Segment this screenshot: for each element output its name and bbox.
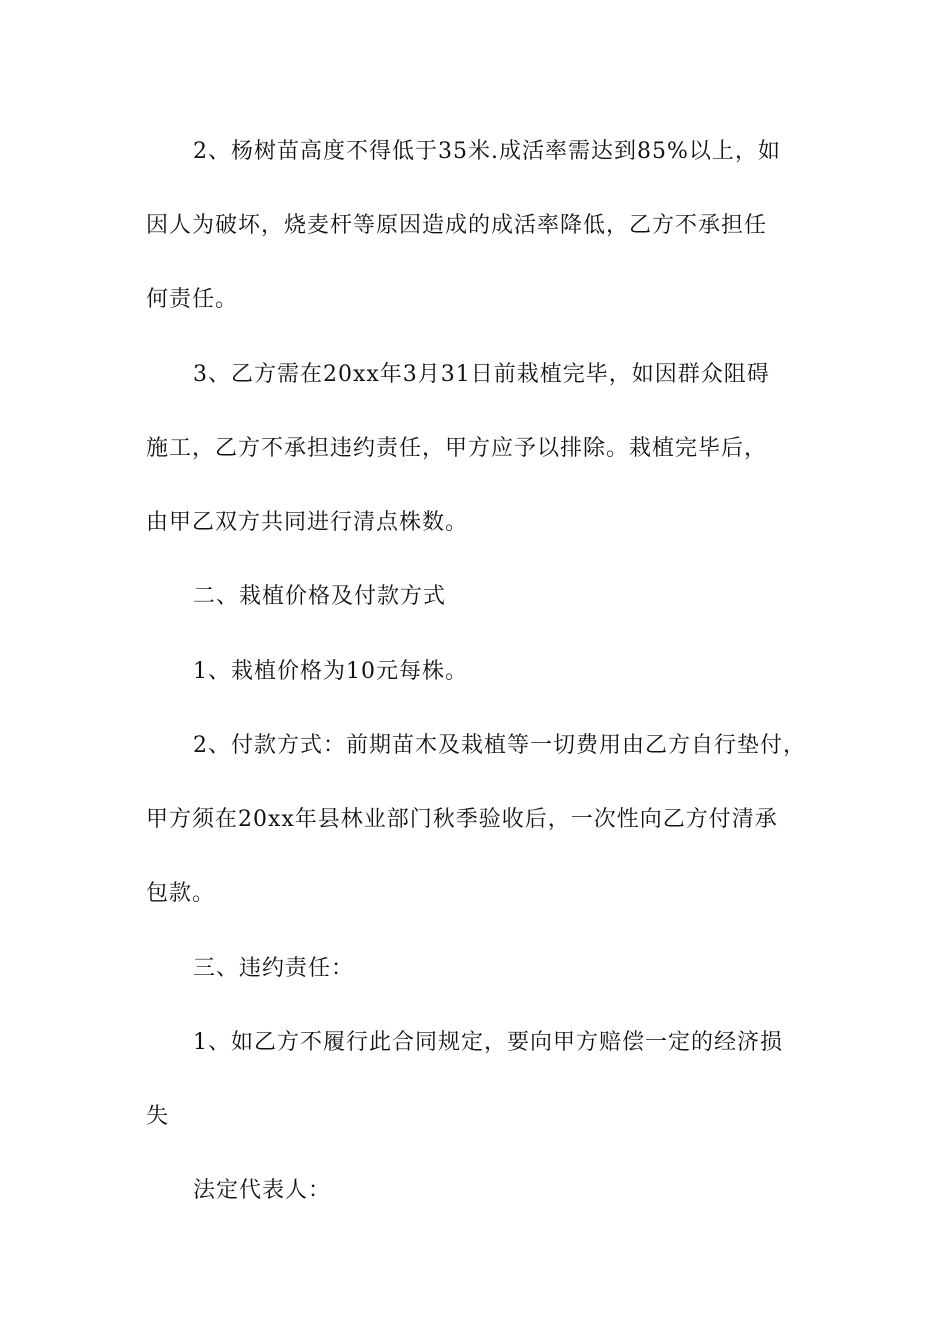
section-heading-price-payment: 二、栽植价格及付款方式 [193,584,447,609]
paragraph-line-3-1: 3、乙方需在20xx年3月31日前栽植完毕，如因群众阻碍 [193,362,770,387]
paragraph-payment-line-2: 甲方须在20xx年县林业部门秋季验收后，一次性向乙方付清承 [146,807,778,832]
paragraph-breach-line-1: 1、如乙方不履行此合同规定，要向甲方赔偿一定的经济损 [193,1030,783,1055]
paragraph-line-2-1: 2、杨树苗高度不得低于35米.成活率需达到85%以上，如 [193,139,781,164]
paragraph-price: 1、栽植价格为10元每株。 [193,659,468,684]
section-heading-breach: 三、违约责任： [193,956,355,981]
paragraph-line-3-3: 由甲乙双方共同进行清点株数。 [146,510,469,535]
paragraph-payment-line-1: 2、付款方式：前期苗木及栽植等一切费用由乙方自行垫付， [193,733,806,758]
paragraph-line-3-2: 施工，乙方不承担违约责任，甲方应予以排除。栽植完毕后， [146,436,768,461]
paragraph-line-2-2: 因人为破坏，烧麦杆等原因造成的成活率降低，乙方不承担任 [146,213,768,238]
paragraph-breach-line-2: 失 [146,1104,170,1129]
legal-representative-label: 法定代表人： [193,1178,332,1203]
paragraph-payment-line-3: 包款。 [146,881,216,906]
paragraph-line-2-3: 何责任。 [146,287,239,312]
